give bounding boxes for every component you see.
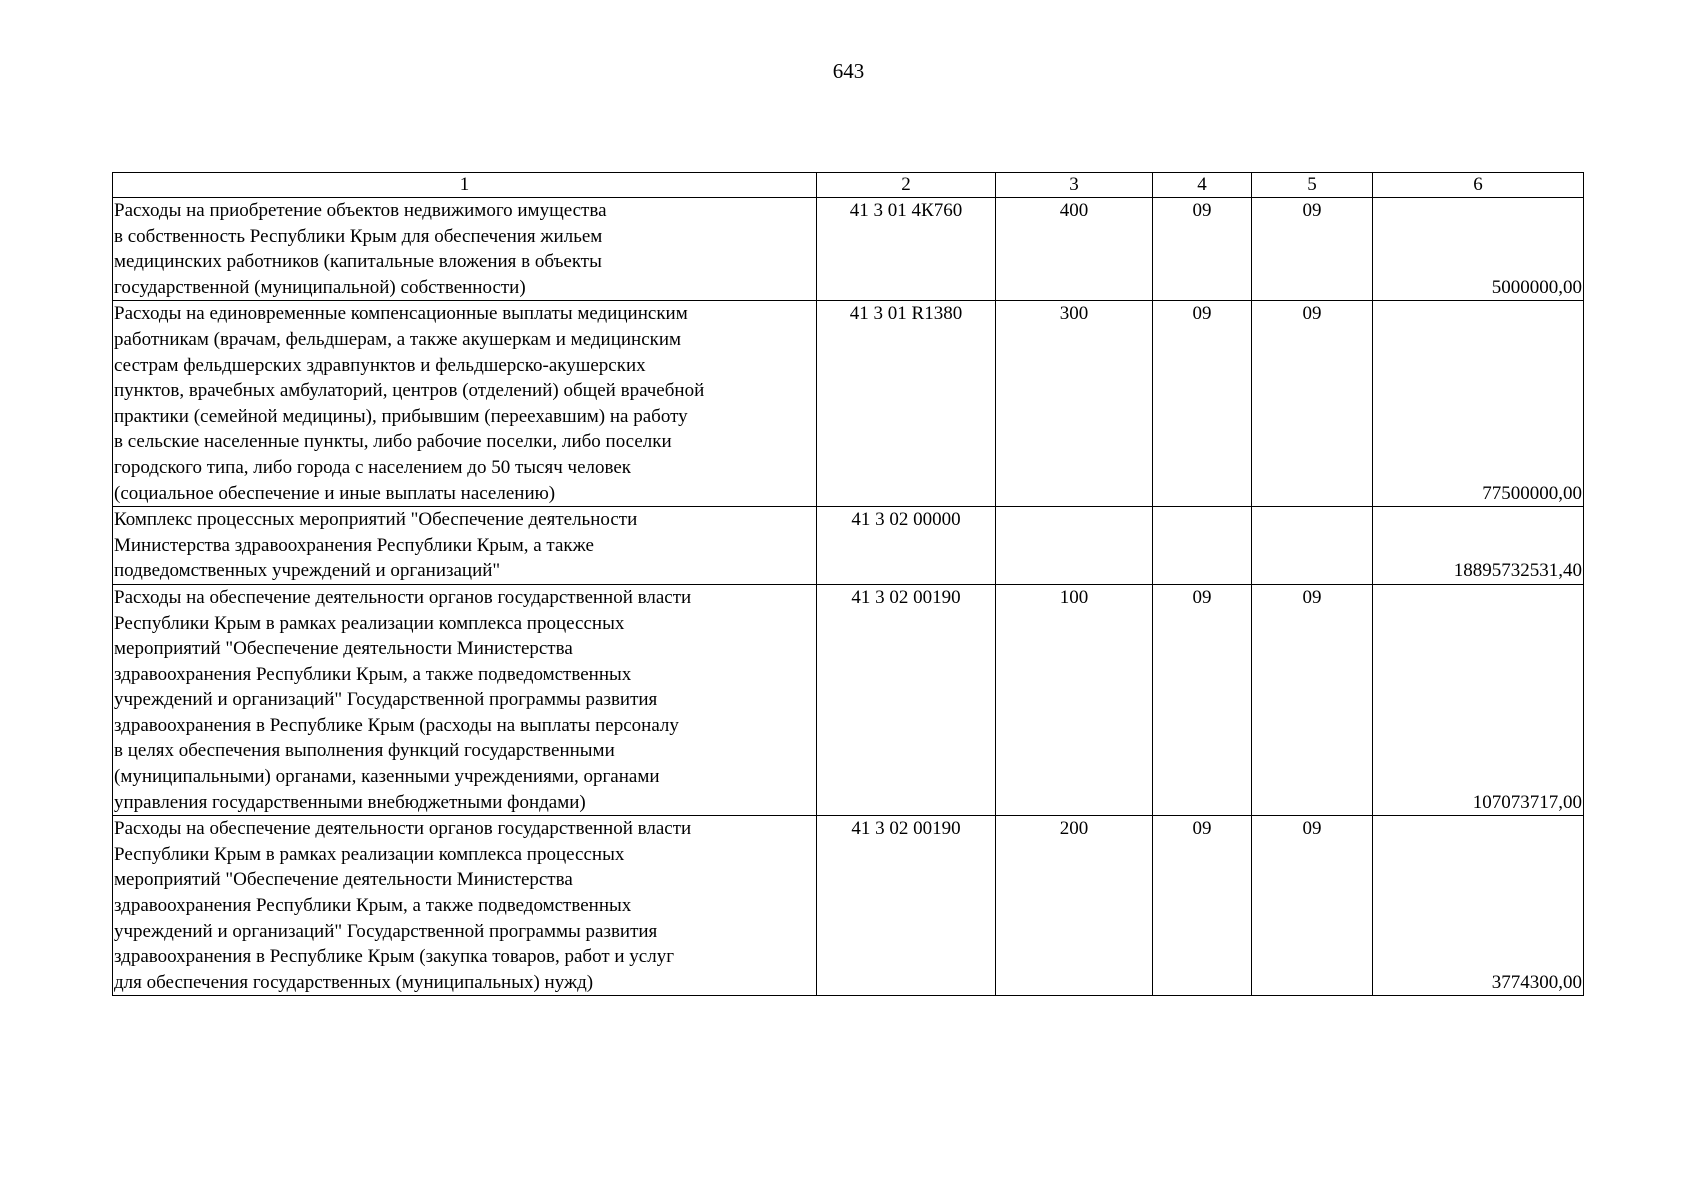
header-cell-amount: 6 <box>1373 173 1584 198</box>
row-subsection: 09 <box>1252 816 1373 996</box>
page-number: 643 <box>832 59 865 83</box>
row-type: 400 <box>996 198 1153 301</box>
row-code: 41 3 02 00000 <box>817 507 996 585</box>
row-type <box>996 507 1153 585</box>
row-type: 100 <box>996 584 1153 815</box>
row-description: Расходы на обеспечение деятельности органов государственной власти Республики Крым в рамках реализации комплекса процессных мероприятий "Обеспечение деятельности Министерства здравоохранения Республики Крым, а также подведомственных учреждений и организаций" Государственной программы развития здравоохранения в Республике Крым (расходы на выплаты персоналу в целях обеспечения выполнения функций государственными (муниципальными) органами, казенными учреждениями, органами управления государственными внебюджетными фондами) <box>113 584 817 815</box>
row-section <box>1153 507 1252 585</box>
table-row <box>113 507 1584 585</box>
header-cell-type: 3 <box>996 173 1153 198</box>
row-description: Комплекс процессных мероприятий "Обеспечение деятельности Министерства здравоохранения Республики Крым, а также подведомственных учреждений и организаций" <box>113 507 817 585</box>
table-body <box>113 198 1584 996</box>
header-cell-subsection: 5 <box>1252 173 1373 198</box>
row-code: 41 3 02 00190 <box>817 816 996 996</box>
row-section: 09 <box>1153 301 1252 507</box>
table-header <box>113 173 1584 198</box>
header-row <box>113 173 1584 198</box>
header-cell-description: 1 <box>113 173 817 198</box>
header-cell-code: 2 <box>817 173 996 198</box>
row-code: 41 3 02 00190 <box>817 584 996 815</box>
row-type: 300 <box>996 301 1153 507</box>
row-description: Расходы на приобретение объектов недвижимого имущества в собственность Республики Крым для обеспечения жильем медицинских работников (капитальные вложения в объекты государственной (муниципальной) собственности) <box>113 198 817 301</box>
row-description: Расходы на единовременные компенсационные выплаты медицинским работникам (врачам, фельдшерам, а также акушеркам и медицинским сестрам фельдшерских здравпунктов и фельдшерско-акушерских пунктов, врачебных амбулаторий, центров (отделений) общей врачебной практики (семейной медицины), прибывшим (переехавшим) на работу в сельские населенные пункты, либо рабочие поселки, либо поселки городского типа, либо города с населением до 50 тысяч человек (социальное обеспечение и иные выплаты населению) <box>113 301 817 507</box>
row-subsection: 09 <box>1252 584 1373 815</box>
header-cell-section: 4 <box>1153 173 1252 198</box>
row-subsection: 09 <box>1252 301 1373 507</box>
row-amount: 5000000,00 <box>1373 198 1584 301</box>
row-description: Расходы на обеспечение деятельности органов государственной власти Республики Крым в рамках реализации комплекса процессных мероприятий "Обеспечение деятельности Министерства здравоохранения Республики Крым, а также подведомственных учреждений и организаций" Государственной программы развития здравоохранения в Республике Крым (закупка товаров, работ и услуг для обеспечения государственных (муниципальных) нужд) <box>113 816 817 996</box>
row-code: 41 3 01 4К760 <box>817 198 996 301</box>
row-amount: 3774300,00 <box>1373 816 1584 996</box>
row-amount: 107073717,00 <box>1373 584 1584 815</box>
table-row <box>113 198 1584 301</box>
table-row <box>113 301 1584 507</box>
table-row <box>113 816 1584 996</box>
row-code: 41 3 01 R1380 <box>817 301 996 507</box>
row-amount: 18895732531,40 <box>1373 507 1584 585</box>
row-subsection <box>1252 507 1373 585</box>
row-subsection: 09 <box>1252 198 1373 301</box>
row-section: 09 <box>1153 198 1252 301</box>
table-row <box>113 584 1584 815</box>
budget-table <box>112 172 1584 996</box>
row-amount: 77500000,00 <box>1373 301 1584 507</box>
row-section: 09 <box>1153 584 1252 815</box>
row-type: 200 <box>996 816 1153 996</box>
row-section: 09 <box>1153 816 1252 996</box>
